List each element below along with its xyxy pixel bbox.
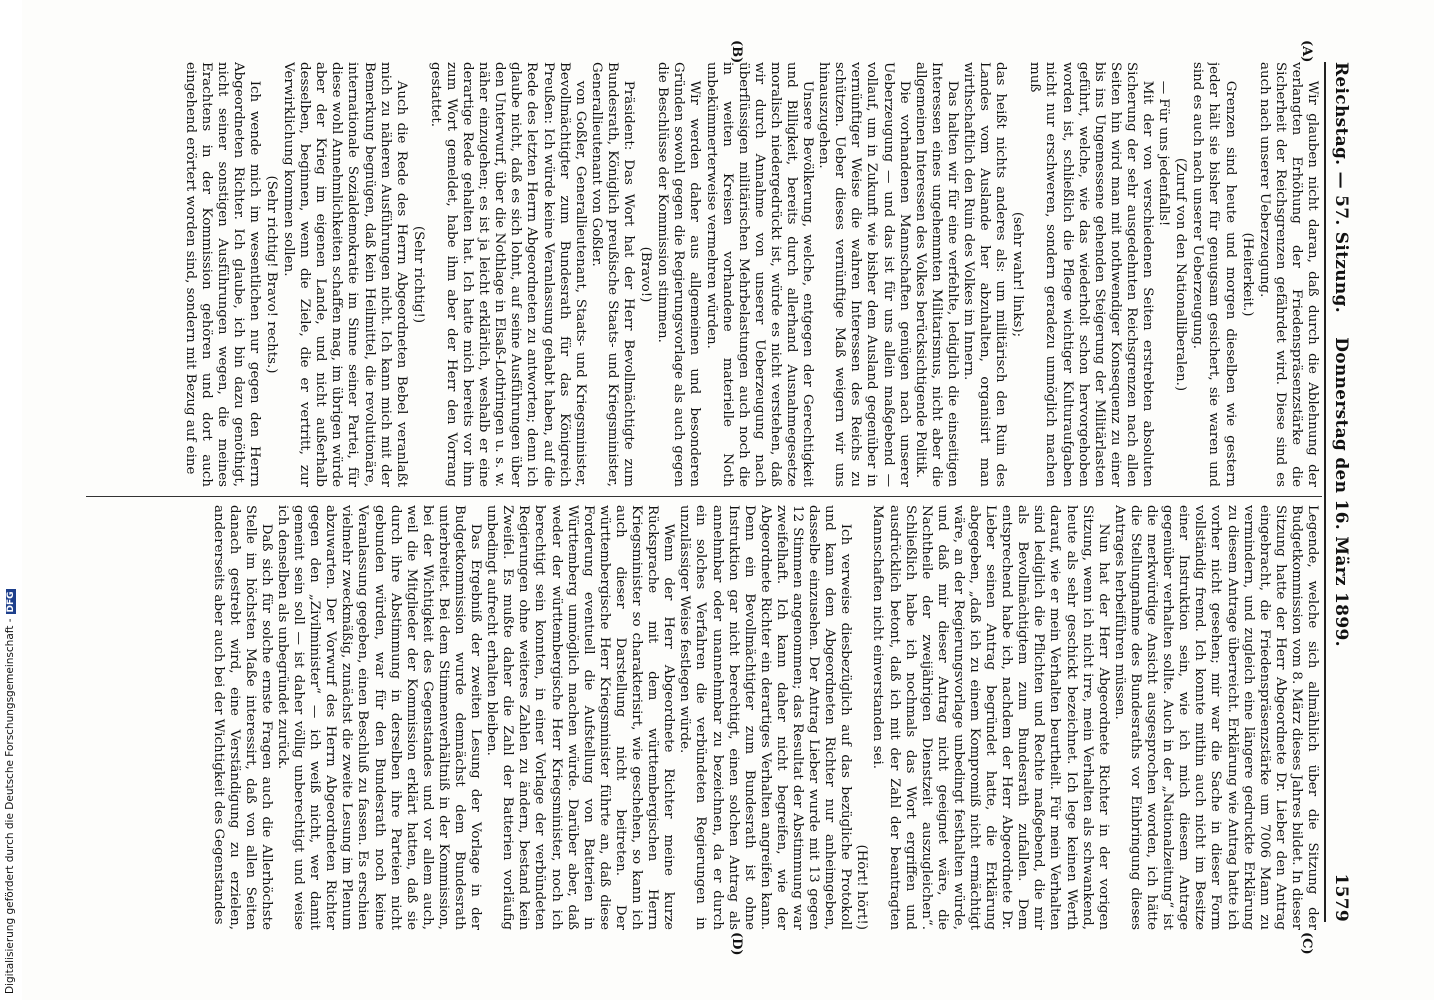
margin-marker-c: (C): [1299, 932, 1314, 955]
paragraph: Wir glauben nicht daran, daß durch die Ablehnung der verlangten Erhöhung der Friedenspräsenzstärke die Sicherheit der Reichsgrenzen gefährdet wird. Diese sind es auch nach unserer Ueberzeugung.: [1256, 62, 1320, 487]
left-column: [88, 62, 1320, 487]
right-column: [88, 505, 1320, 930]
header-left: Reichstag. — 57. Sitzung.: [1331, 62, 1351, 313]
paragraph: Legende, welche sich allmählich über die Sitzung der Budgetkommission vom 8. März dieses Jahres bildet. In dieser Sitzung hatte der Herr Abgeordnete Dr. Lieber den Antrag eingebracht, die Friedenspräsenzstärke um 7006 Mann zu vermindern, und zugleich eine längere gedruckte Erklärung zu diesem Antrage überreicht. Erklärung wie Antrag hatte ich vorher nicht gesehen; mir war die Sache in dieser Form vollständig fremd. Ich konnte mithin auch nicht im Besitze einer Instruktion sein, wie ich mich diesem Antrage gegenüber verhalten sollte. Auch in der „Nationalzeitung“ ist die merkwürdige Ansicht ausgesprochen worden, ich hätte die Stellungnahme des Bundesraths vor Einbringung dieses Antrages herbeiführen müssen.: [1111, 505, 1320, 930]
credit-text: Digitalisierung gefördert durch die Deutsche Forschungsgemeinschaft -: [4, 618, 16, 994]
header-rule: [1324, 62, 1326, 922]
paragraph: — Für uns jedenfalls!: [1156, 80, 1172, 227]
interjection: (Bravo!): [638, 246, 654, 303]
digitization-sidebar: [0, 0, 22, 1000]
digitization-credit: [4, 589, 16, 994]
column-divider: [86, 496, 1322, 497]
paragraph: Unsere Bevölkerung, welche, entgegen der Gerechtigkeit und Billigkeit, bereits durch allerhand Ausnahmegesetze moralisch niedergedrückt ist, würde es nicht verstehen, daß wir durch Annahme von unserer Ueberzeugung nach überflüssigen militärischen Mehrbelastungen auch noch die in weiten Kreisen vorhandene materielle Noth unbekümmerterweise vermehren würden.: [703, 62, 816, 487]
interjection: (Sehr richtig!): [410, 225, 426, 324]
interjection: (Zuruf von den Nationalliberalen.): [1173, 157, 1189, 392]
header-date: Donnerstag den 16. März 1899.: [1331, 337, 1351, 647]
dfg-logo: DFG: [6, 591, 16, 613]
paragraph: Die vorhandenen Mannschaften genügen nach unserer Ueberzeugung — und das ist für uns allein maßgebend — vollauf, um in Zukunft wie bisher dem Ausland gegenüber in vernünftiger Weise die wahren Interessen des Reichs zu schützen. Ueber dieses vernünftige Maß weigern wir uns hinauszugehen.: [816, 62, 912, 487]
paragraph: Mit der von verschiedenen Seiten erstrebten absoluten Sicherung der sehr ausgedehnten Reichsgrenzen nach allen Seiten hin wird man mit nothwendiger Konsequenz zu einer bis ins Ungemessene gehenden Steigerung der Militärlasten geführt, welche, wie das wiederholt schon hervorgehoben worden ist, schließlich die Pflege wichtiger Kulturaufgaben nicht nur erschweren, sondern geradezu unmöglich machen muß: [1027, 62, 1156, 487]
interjection: (Hört! hört!): [854, 844, 870, 930]
paragraph: Ich verweise diesbezüglich auf das bezügliche Protokoll und kann dem Abgeordneten Richter nur anheimgeben, dasselbe einzusehen. Der Antrag Lieber wurde mit 13 gegen 12 Stimmen angenommen; das Resultat der Abstimmung war zweifelhaft. Ich kann daher nicht begreifen, wie der Abgeordnete Richter ein derartiges Verhalten angreifen kann. Denn ein Bevollmächtigter zum Bundesrath ist ohne Instruktion gar nicht berechtigt, einen solchen Antrag als annehmbar oder unannehmbar zu bezeichnen, da er durch ein solches Verfahren die verbündeten Regierungen in unzulässiger Weise festlegen würde.: [677, 505, 854, 930]
speaker-paragraph: Präsident: Das Wort hat der Herr Bevollmächtigte zum Bundesrath, Königlich preußische Staats- und Kriegsminister, Generallieutenant von Goßler.: [588, 62, 637, 487]
interjection: (Sehr richtig! Bravo! rechts.): [264, 175, 279, 374]
paragraph: Wenn der Herr Abgeordnete Richter meine kurze Rücksprache mit dem württembergischen Herrn Kriegsminister so charakterisirt, wie geschehen, so kann ich auch dieser Darstellung nicht beitreten. Der württembergische Herr Kriegsminister führte an, daß diese Forderung eventuell die Aufstellung von Batterien in Württemberg unmöglich machen würde. Darüber aber, daß weder der württembergische Herr Kriegsminister, noch ich berechtigt sein konnten, in einer Vorlage der verbündeten Regierungen ohne weiteres Zahlen zu ändern, bestand kein Zweifel. Es mußte daher die Zahl der Batterien vorläufig unbedingt aufrecht erhalten bleiben.: [484, 505, 677, 930]
paragraph: Grenzen sind heute und morgen dieselben wie gestern jeder hält sie bisher für genugsam gesichert, sie waren und sind es auch nach unserer Ueberzeugung.: [1190, 62, 1238, 487]
paragraph: Das Ergebniß der zweiten Lesung der Vorlage in der Budgetkommission wurde demnächst dem Bundesrath unterbreitet. Bei dem Stimmenverhältniß in der Kommission, bei der Wichtigkeit des Gegenstandes und vor allem auch, weil die Mitglieder der Kommission erklärt hatten, daß sie durch ihre Abstimmung in derselben ihre Parteien nicht gebunden würden, war für den Bundesrath noch keine Veranlassung gegeben, einen Beschluß zu fassen. Es erschien vielmehr zweckmäßig, zunächst die zweite Lesung im Plenum abzuwarten. Der Vorwurf des Herrn Abgeordneten Richter gegen den „Zivilminister“ — ich weiß nicht, wer damit gemeint sein soll — ist daher völlig unberechtigt und weise ich denselben als unbegründet zurück.: [275, 505, 484, 930]
paragraph: Nun hat der Herr Abgeordnete Richter in der vorigen Sitzung, wenn ich nicht irre, mein Verhalten als schwankend, heute als sehr geschickt bezeichnet. Ich lege keinen Werth darauf, wie er mein Verhalten beurtheilt. Für mein Verhalten sind lediglich die Pflichten und Rechte maßgebend, die mir als Bevollmächtigtem zum Bundesrath zufallen. Dem entsprechend habe ich, nachdem der Herr Abgeordnete Dr. Lieber seinen Antrag begründet hatte, die Erklärung abgegeben, „daß ich zu einem Kompromiß nicht ermächtigt wäre, an der Regierungsvorlage unbedingt festhalten würde, und daß mir dieser Antrag nicht geeignet wäre, die Nachtheile der zweijährigen Dienstzeit auszugleichen“. Schließlich habe ich nochmals das Wort ergriffen und ausdrücklich betont, daß ich mit der Zahl der beantragten Mannschaften nicht einverstanden sei.: [870, 505, 1111, 930]
margin-marker-a: (A): [1299, 40, 1314, 63]
paragraph: Auch die Rede des Herrn Abgeordneten Bebel veranlaßt mich zu näheren Ausführungen nicht. Ich kann mich mit der Bemerkung begnügen, daß kein Heilmittel, die revolutionäre, internationale Sozialdemokratie im Sinne seiner Partei, für diese wohl Annehmlichkeiten schaffen mag, im übrigen würde aber der Krieg im eigenen Lande, und nicht außerhalb desselben, beginnen, wenn die Ziele, die er vertritt, zur Verwirklichung kommen sollen.: [281, 62, 409, 487]
paragraph: Das halten wir für eine verfehlte, lediglich die einseitigen Interessen eines ungehemmten Militarismus, nicht aber die allgemeinen Interessen des Volkes berücksichtigende Politik.: [912, 62, 960, 487]
margin-marker-b: (B): [729, 40, 744, 64]
paragraph: Wir werden daher aus allgemeinen und besonderen Gründen sowohl gegen die Regierungsvorlage als auch gegen die Beschlüsse der Kommission stimmen.: [655, 62, 703, 487]
interjection: (Heiterkeit.): [1239, 232, 1255, 317]
running-header: [1330, 62, 1352, 922]
margin-marker-d: (D): [729, 932, 744, 956]
interjection: (sehr wahr! links);: [1010, 211, 1026, 338]
speaker-paragraph: von Goßler, Generallieutenant, Staats- und Kriegsminister, Bevollmächtigter zum Bundesrath für das Königreich Preußen: Ich würde keine Veranlassung gehabt haben, auf die Rede des letzten Herrn Abgeordneten zu antworten; denn ich glaube nicht, daß es sich lohnt, auf seine Ausführungen über den Unterwurf, über die Nothlage in Elsaß-Lothringen u. s. w. näher einzugehen; es ist ja leicht erklärlich, weshalb er eine derartige Rede gehalten hat. Ich hatte mich bereits vor ihm zum Wort gemeldet, habe ihm aber der Herr den Vorrang gestattet.: [427, 62, 588, 487]
page-number: 1579: [1331, 873, 1351, 922]
paragraph: Daß sich für solche ernste Fragen auch die Allerhöchste Stelle im höchsten Maße interessirt, daß von allen Seiten danach gestrebt wird, eine Verständigung zu erzielen, andererseits aber auch bei der Wichtigkeit des Gegenstandes: [210, 505, 274, 930]
paragraph: das heißt nichts anderes als: um militärisch den Ruin des Landes vom Auslande her abzuhalten, organisirt man wirthschaftlich den Ruin des Volkes im Innern.: [961, 62, 1009, 487]
paragraph: Ich wende mich im wesentlichen nur gegen den Herrn Abgeordneten Richter. Ich glaube, ich bin dazu genöthigt, nicht seiner sonstigen Ausführungen wegen, die meines Erachtens in der Kommission gehören und dort auch eingehend erörtert worden sind, sondern mit Bezug auf eine: [182, 62, 262, 487]
